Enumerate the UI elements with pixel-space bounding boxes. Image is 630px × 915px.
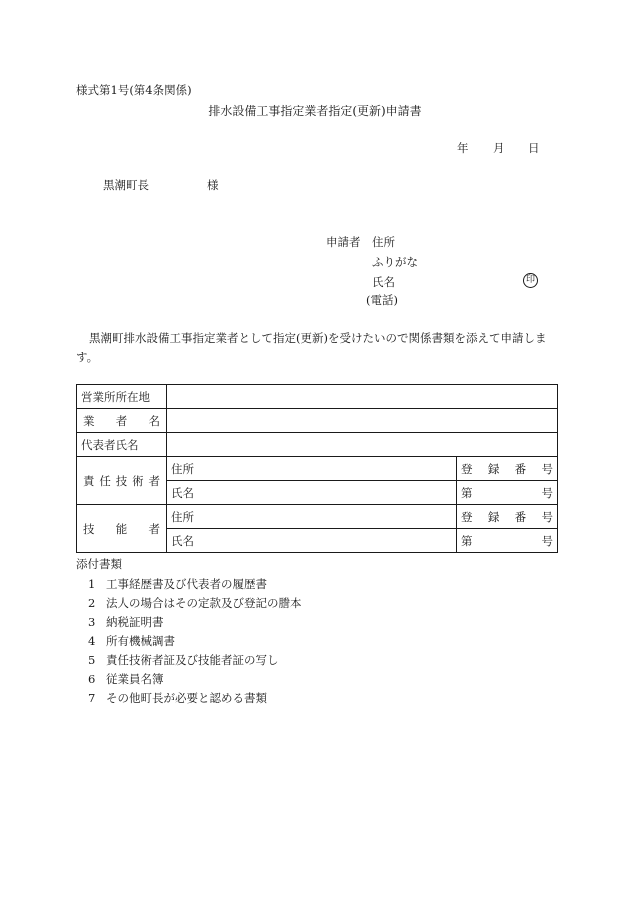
chief-engineer-address-label: 住所 [171, 461, 194, 476]
addressee-honorific: 様 [207, 178, 219, 192]
application-statement: 黒潮町排水設備工事指定業者として指定(更新)を受けたいので関係書類を添えて申請します。 [76, 331, 547, 364]
list-item [88, 575, 302, 594]
table-row-chief-address [77, 457, 558, 481]
chief-engineer-reg-label: 登録番号 [457, 457, 558, 481]
list-item-number: 2 [88, 596, 96, 610]
list-item-number: 5 [88, 653, 96, 667]
seal-mark: 印 [523, 273, 538, 288]
business-name-field[interactable] [167, 409, 558, 433]
date-month-label: 月 [493, 141, 505, 155]
table-row-business [77, 409, 558, 433]
list-item [88, 651, 302, 670]
chief-engineer-name-label: 氏名 [171, 485, 194, 500]
list-item [88, 689, 302, 708]
applicant-phone-label: (電話) [366, 293, 398, 307]
chief-engineer-no-suffix: 号 [541, 485, 553, 500]
technician-no-suffix: 号 [541, 533, 553, 548]
list-item [88, 670, 302, 689]
chief-engineer-address-cell[interactable] [167, 457, 457, 481]
chief-engineer-reg-number-cell[interactable] [457, 481, 558, 505]
document-title: 排水設備工事指定業者指定(更新)申請書 [208, 104, 422, 118]
application-form-table [76, 384, 558, 553]
applicant-name-label: 氏名 [372, 275, 395, 289]
technician-reg-number-cell[interactable] [457, 529, 558, 553]
attachments-title: 添付書類 [76, 557, 122, 571]
representative-name-field[interactable] [167, 433, 558, 457]
list-item-text: 法人の場合はその定款及び登記の謄本 [106, 596, 302, 610]
table-row-office [77, 385, 558, 409]
office-location-label: 営業所所在地 [77, 385, 167, 409]
list-item-text: 工事経歴書及び代表者の履歴書 [106, 577, 267, 591]
list-item-text: 従業員名簿 [106, 672, 164, 686]
list-item-number: 4 [88, 634, 96, 648]
technician-reg-label: 登録番号 [457, 505, 558, 529]
list-item-number: 3 [88, 615, 96, 629]
applicant-address-label: 住所 [372, 235, 395, 249]
list-item [88, 613, 302, 632]
list-item-text: 所有機械調書 [106, 634, 175, 648]
list-item-text: 責任技術者証及び技能者証の写し [106, 653, 279, 667]
list-item-text: 納税証明書 [106, 615, 164, 629]
technician-address-cell[interactable] [167, 505, 457, 529]
date-day-label: 日 [528, 141, 540, 155]
chief-engineer-label: 責任技術者 [77, 457, 167, 505]
attachments-list [88, 575, 302, 708]
list-item-number: 6 [88, 672, 96, 686]
technician-address-label: 住所 [171, 509, 194, 524]
technician-label: 技能者 [77, 505, 167, 553]
technician-name-label: 氏名 [171, 533, 194, 548]
table-row-tech-address [77, 505, 558, 529]
chief-engineer-no-prefix: 第 [461, 485, 473, 500]
chief-engineer-name-cell[interactable] [167, 481, 457, 505]
addressee-name: 黒潮町長 [103, 178, 149, 192]
technician-no-prefix: 第 [461, 533, 473, 548]
table-row-representative [77, 433, 558, 457]
applicant-label: 申請者 [326, 235, 361, 249]
business-name-label: 業者名 [77, 409, 167, 433]
list-item-number: 7 [88, 691, 96, 705]
applicant-furigana-label: ふりがな [372, 255, 418, 269]
form-number: 様式第1号(第4条関係) [76, 83, 192, 97]
date-year-label: 年 [457, 141, 469, 155]
list-item-text: その他町長が必要と認める書類 [106, 691, 267, 705]
list-item-number: 1 [88, 577, 96, 591]
list-item [88, 594, 302, 613]
representative-name-label: 代表者氏名 [77, 433, 167, 457]
technician-name-cell[interactable] [167, 529, 457, 553]
office-location-field[interactable] [167, 385, 558, 409]
list-item [88, 632, 302, 651]
